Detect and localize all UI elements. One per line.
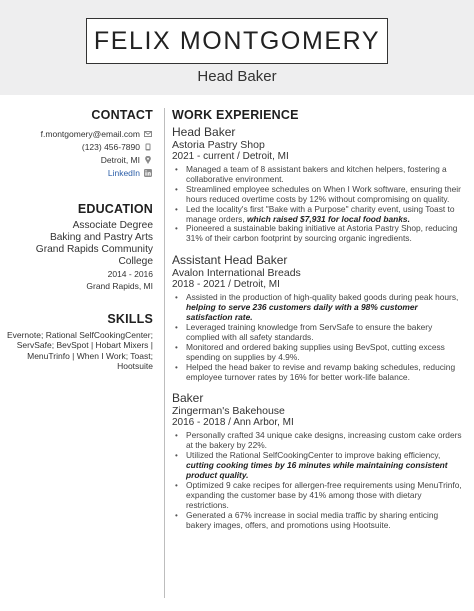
bullet-dot-icon: • (175, 431, 178, 441)
job-dates: 2016 - 2018 (172, 417, 226, 429)
contact-heading: CONTACT (91, 108, 153, 122)
job-bullet: • Generated a 67% increase in social media traffic by sharing enticing bakery images, offers, and promotions using Hootsuite. (175, 509, 439, 530)
skills-list (0, 330, 153, 371)
job-bullet: • Utilized the Rational SelfCookingCenter to improve baking efficiency, cutting cooking times by 16 minutes while maintaining consistent product quality. (175, 450, 448, 481)
left-column (0, 108, 153, 371)
skills-line: Evernote; Rational SelfCookingCenter; ServSafe; BevSpot | Hobart Mixers | MenuTrinfo | When I Work; Toast; Hootsuite (6, 330, 153, 371)
job-entry (172, 125, 462, 244)
bullet-dot-icon: • (175, 224, 178, 234)
bullet-dot-icon: • (175, 204, 178, 214)
job-location: Ann Arbor, MI (233, 417, 294, 429)
skill-item: When I Work (76, 350, 126, 361)
job-company: Zingerman's Bakehouse (172, 405, 285, 418)
bullet-dot-icon: • (175, 451, 178, 461)
education-school-line1: Grand Rapids Community (35, 244, 153, 255)
job-meta: 2016 - 2018 / Ann Arbor, MI (172, 417, 294, 429)
job-dates: 2018 - 2021 (172, 279, 226, 291)
job-bullet: • Managed a team of 8 assistant bakers and kitchen helpers, fostering a collaborative environment. (175, 164, 447, 184)
skill-item: MenuTrinfo (27, 350, 70, 361)
job-entry (172, 253, 462, 382)
job-location: Detroit, MI (242, 151, 289, 162)
job-company: Astoria Pastry Shop (172, 139, 265, 151)
job-location: Detroit, MI (233, 279, 280, 291)
job-bullets (172, 293, 462, 382)
contact-phone (0, 140, 153, 153)
job-entry (172, 391, 462, 530)
skill-item: Evernote (6, 330, 41, 340)
column-divider (164, 108, 165, 598)
bullet-dot-icon: • (175, 293, 178, 303)
email-text[interactable]: f.montgomery@email.com (40, 128, 140, 139)
job-bullets (172, 431, 462, 530)
phone-text: (123) 456-7890 (81, 141, 140, 152)
candidate-name: FELIX MONTGOMERY (93, 26, 381, 55)
job-bullet: • Monitored and ordered baking supplies using BevSpot, cutting excess spending on supplies by 4.9%. (175, 341, 445, 362)
job-bullet: • Assisted in the production of high-quality baked goods during peak hours, helping to serve 236 customers daily with a 98% customer satisfaction rate. (175, 292, 459, 323)
bullet-dot-icon: • (175, 480, 178, 490)
job-bullet: • Personally crafted 34 unique cake designs, increasing custom cake orders at the bakery by 22%. (175, 430, 462, 451)
skill-item: Rational SelfCookingCenter (45, 330, 151, 340)
bullet-dot-icon: • (175, 322, 178, 332)
job-bullet: • Pioneered a sustainable baking initiative at Astoria Pastry Shop, reducing 31% of their carbon footprint by sourcing organic ingredients. (175, 223, 458, 244)
contact-location (0, 153, 153, 166)
job-company: Avalon International Breads (172, 267, 301, 280)
work-experience-heading: WORK EXPERIENCE (172, 108, 299, 122)
education-heading: EDUCATION (77, 202, 153, 216)
location-text: Detroit, MI (100, 154, 140, 165)
job-title: Assistant Head Baker (172, 253, 288, 268)
job-bullet: • Leveraged training knowledge from ServSafe to ensure the bakery complied with all safety standards. (175, 321, 433, 342)
education-location: Grand Rapids, MI (86, 281, 153, 291)
envelope-icon (143, 131, 153, 137)
job-meta: 2021 - current / Detroit, MI (172, 151, 289, 162)
right-column (172, 108, 462, 530)
skill-item: Hobart Mixers (95, 340, 149, 351)
skill-item: BevSpot (56, 340, 89, 351)
job-title: Head Baker (172, 125, 236, 139)
bullet-dot-icon: • (175, 342, 178, 352)
skill-item: ServSafe (16, 340, 52, 351)
job-bullet: • Helped the head baker to revise and revamp baking schedules, reducing employee turnover rates by 16% for better work-life balance. (175, 361, 456, 382)
phone-icon (143, 143, 153, 151)
linkedin-link[interactable]: LinkedIn (107, 167, 140, 178)
linkedin-icon (143, 169, 153, 177)
bullet-dot-icon: • (175, 184, 178, 194)
job-dates: 2021 - current (172, 151, 235, 162)
bullet-dot-icon: • (175, 510, 178, 520)
job-meta: 2018 - 2021 / Detroit, MI (172, 279, 280, 291)
skills-heading: SKILLS (107, 312, 153, 326)
job-title: Baker (172, 391, 204, 406)
bullet-dot-icon: • (175, 362, 178, 372)
job-subtitle: Head Baker (197, 68, 277, 85)
map-pin-icon (143, 156, 153, 164)
job-bullet: • Led the locality's first "Bake with a Purpose" charity event, using Toast to manage orders, which raised $7,931 for local food banks. (175, 203, 455, 224)
education-field: Baking and Pastry Arts (49, 232, 153, 243)
bullet-dot-icon: • (175, 165, 178, 174)
contact-linkedin (0, 166, 153, 179)
education-degree: Associate Degree (72, 220, 153, 231)
name-box (86, 18, 388, 64)
skill-item: Toast (130, 350, 151, 361)
skill-item: Hootsuite (117, 360, 153, 371)
job-bullet: • Optimized 9 cake recipes for allergen-free requirements using MenuTrinfo, expanding the customer base by 41% among those with dietary restrictions. (175, 479, 462, 510)
education-school-line2: College (118, 256, 153, 267)
contact-email (0, 127, 153, 140)
job-bullet: • Streamlined employee schedules on When I Work software, ensuring their hours reduced overtime costs by 12% without compromising on quality. (175, 183, 461, 204)
education-years: 2014 - 2016 (107, 269, 153, 279)
job-bullets (172, 165, 462, 244)
